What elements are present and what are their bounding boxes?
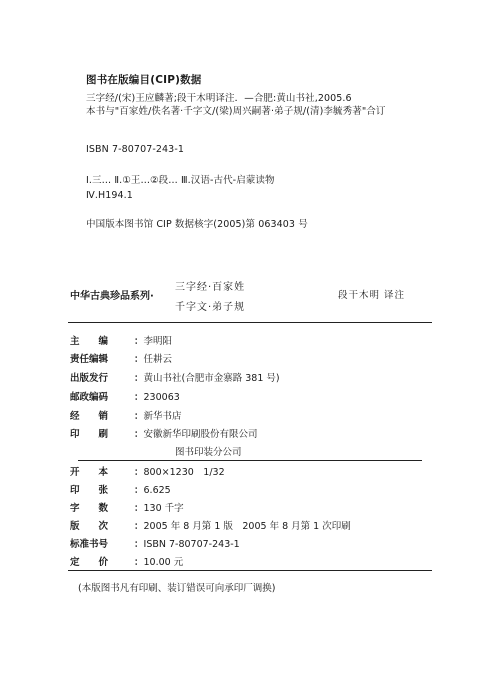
pub-value: 230063 xyxy=(143,392,180,403)
series-author: 段干木明 译注 xyxy=(338,290,406,301)
cip-class-code: Ⅳ.H194.1 xyxy=(86,190,133,201)
pub-label: 经 销 xyxy=(70,411,109,422)
pub-label: 邮政编码 xyxy=(70,392,109,403)
pub-value: 新华书店 xyxy=(143,411,182,422)
pub-label: 出版发行 xyxy=(70,373,109,384)
cip-binding-note: 本书与"百家姓/佚名著·千字文/(梁)周兴嗣著·弟子规/(清)李毓秀著"合订 xyxy=(86,106,386,117)
pub-row-chief-editor: 主 编 ：李明阳 xyxy=(70,333,172,347)
pub-value: 6.625 xyxy=(143,485,171,496)
pub-value: 李明阳 xyxy=(143,336,173,347)
printer-branch: 图书印装分公司 xyxy=(175,447,242,458)
pub-row-sheets: 印 张 ：6.625 xyxy=(70,482,171,496)
series-label: 中华古典珍品系列· xyxy=(70,291,154,302)
pub-value: 130 千字 xyxy=(143,503,184,514)
pub-value: 任耕云 xyxy=(143,354,173,365)
pub-label: 印 张 xyxy=(70,485,109,496)
pub-label: 开 本 xyxy=(70,467,109,478)
pub-row-printer: 印 刷 ：安徽新华印刷股份有限公司 xyxy=(70,426,258,440)
cip-classification: Ⅰ.三… Ⅱ.①王…②段… Ⅲ.汉语-古代-启蒙读物 xyxy=(86,175,275,186)
pub-row-price: 定 价 ：10.00 元 xyxy=(70,554,183,568)
pub-row-edition: 版 次 ：2005 年 8 月第 1 版 2005 年 8 月第 1 次印刷 xyxy=(70,518,351,532)
footer-note: (本版图书凡有印刷、装订错误可向承印厂调换) xyxy=(78,583,276,594)
pub-label: 标准书号 xyxy=(70,539,109,550)
cip-isbn: ISBN 7-80707-243-1 xyxy=(86,144,185,155)
pub-row-postcode: 邮政编码 ：230063 xyxy=(70,389,180,403)
pub-value: 10.00 元 xyxy=(143,557,184,568)
pub-value: ISBN 7-80707-243-1 xyxy=(143,539,240,550)
pub-value: 安徽新华印刷股份有限公司 xyxy=(143,429,258,440)
middle-rule xyxy=(78,460,422,461)
pub-label: 责任编辑 xyxy=(70,354,109,365)
bottom-rule xyxy=(68,570,432,571)
top-rule xyxy=(68,322,432,323)
pub-row-responsible-editor: 责任编辑 ：任耕云 xyxy=(70,351,172,365)
series-title-line-1: 三字经·百家姓 xyxy=(175,282,246,293)
pub-value: 2005 年 8 月第 1 版 2005 年 8 月第 1 次印刷 xyxy=(143,521,351,532)
pub-row-publisher: 出版发行 ：黄山书社(合肥市金寨路 381 号) xyxy=(70,370,280,384)
pub-row-isbn: 标准书号 ：ISBN 7-80707-243-1 xyxy=(70,536,240,550)
series-title-line-2: 千字文·弟子规 xyxy=(175,302,246,313)
pub-row-format: 开 本 ：800×1230 1/32 xyxy=(70,464,225,478)
pub-label: 版 次 xyxy=(70,521,109,532)
cip-heading: 图书在版编目(CIP)数据 xyxy=(86,74,202,86)
pub-value: 黄山书社(合肥市金寨路 381 号) xyxy=(143,373,280,384)
cip-title-line: 三字经/(宋)王应麟著;段干木明译注．—合肥:黄山书社,2005.6 xyxy=(86,93,352,104)
pub-row-word-count: 字 数 ：130 千字 xyxy=(70,500,184,514)
pub-label: 主 编 xyxy=(70,336,109,347)
pub-value: 800×1230 1/32 xyxy=(143,467,225,478)
pub-row-distributor: 经 销 ：新华书店 xyxy=(70,408,182,422)
cip-record-number: 中国版本图书馆 CIP 数据核字(2005)第 063403 号 xyxy=(86,219,308,230)
pub-label: 定 价 xyxy=(70,557,109,568)
series-titles xyxy=(175,278,245,318)
pub-label: 印 刷 xyxy=(70,429,109,440)
series-block xyxy=(70,278,430,314)
pub-label: 字 数 xyxy=(70,503,109,514)
